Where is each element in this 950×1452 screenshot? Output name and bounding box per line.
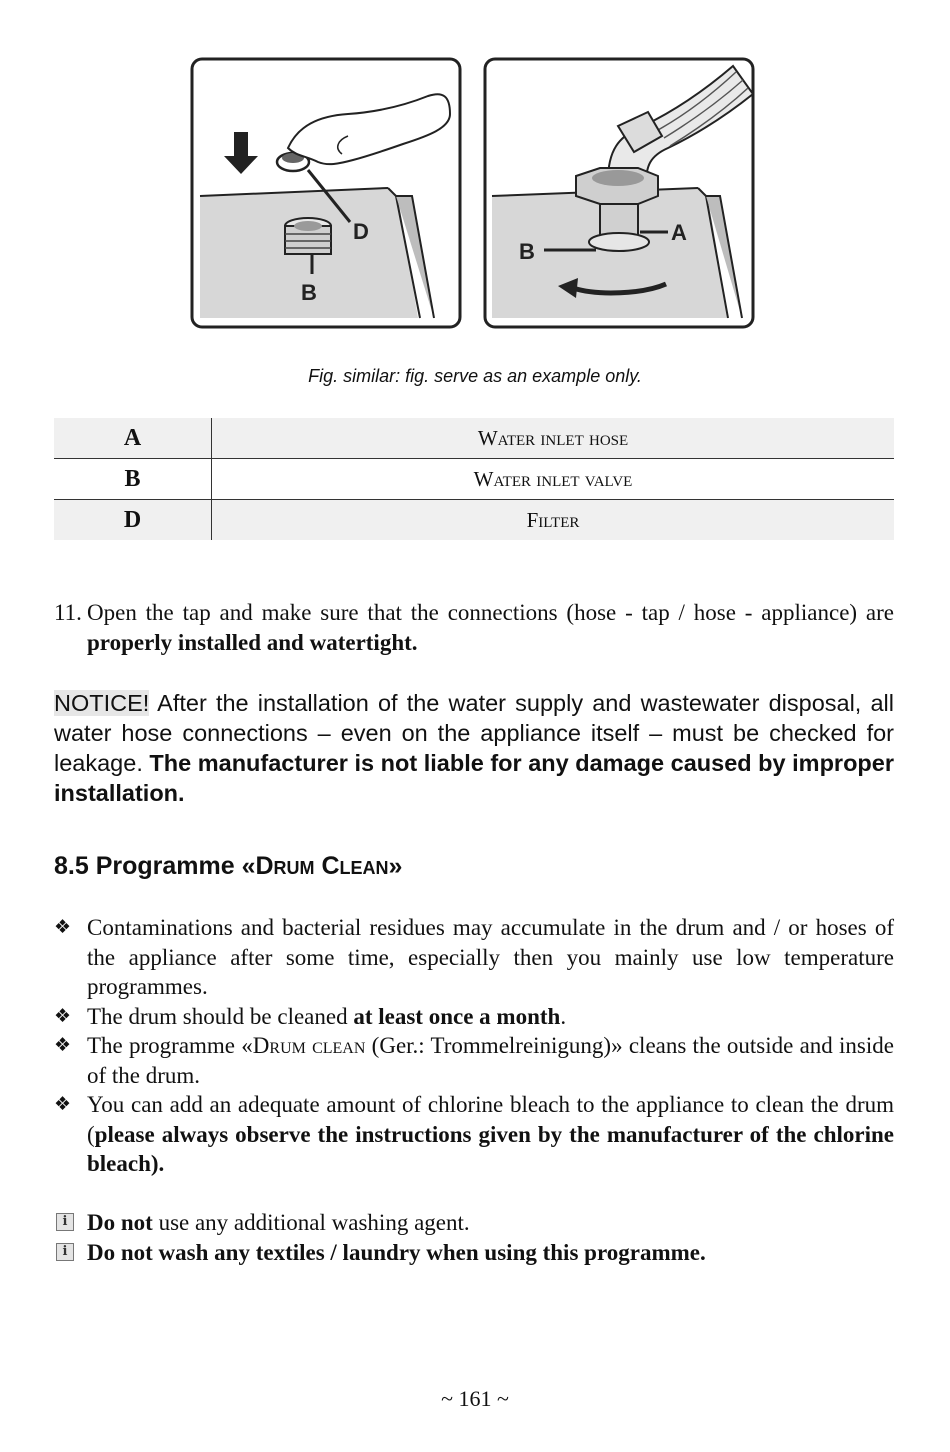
section-name: Drum Clean	[255, 852, 389, 880]
figure-filter-insertion	[192, 59, 460, 327]
page-number: ~ 161 ~	[441, 1386, 509, 1411]
part-letter: B	[54, 459, 212, 500]
bullet-text: Contaminations and bacterial residues may accumulate in the drum and / or hoses of the appliance after some time, especially then you mainly use low temperature programmes.	[87, 915, 894, 999]
diamond-bullet-icon: ❖	[54, 1034, 72, 1056]
info-note	[54, 1238, 894, 1268]
list-item	[54, 913, 894, 1002]
note-bold-text: Do not	[87, 1210, 153, 1235]
label-b-right: B	[519, 239, 535, 264]
step-text	[87, 598, 894, 658]
table-row	[54, 459, 894, 500]
step-number: 11.	[54, 600, 82, 625]
diamond-bullet-icon: ❖	[54, 1093, 72, 1115]
bullet-bold-text: at least once a month	[353, 1003, 561, 1029]
part-description: Filter	[212, 500, 895, 541]
label-a: A	[671, 220, 687, 245]
bullet-bold-text: please always observe the instructions given by the manufacturer of the chlorine bleach).	[87, 1121, 894, 1176]
label-d: D	[353, 219, 369, 244]
list-item	[54, 1002, 894, 1032]
part-letter: D	[54, 500, 212, 541]
notice-bold-text: The manufacturer is not liable for any damage caused by improper installation.	[54, 750, 894, 806]
info-icon: i	[56, 1243, 74, 1261]
info-note	[54, 1208, 894, 1238]
diamond-bullet-icon: ❖	[54, 916, 72, 938]
bullet-text: The drum should be cleaned	[87, 1003, 354, 1029]
figure-hose-connection	[485, 59, 753, 327]
list-item	[54, 1090, 894, 1179]
section-heading	[54, 852, 402, 881]
bullet-list	[54, 913, 894, 1179]
step-11	[54, 598, 894, 658]
section-prefix: 8.5 Programme «	[54, 852, 256, 880]
list-item	[54, 1031, 894, 1090]
part-letter: A	[54, 418, 212, 459]
note-text: use any additional washing agent.	[152, 1210, 470, 1235]
info-icon: i	[56, 1213, 74, 1231]
notice-tag: NOTICE!	[54, 690, 150, 716]
note-bold-text: Do not wash any textiles / laundry when using this programme.	[87, 1239, 706, 1265]
bullet-text-end: .	[560, 1003, 567, 1029]
installation-figures	[188, 56, 758, 332]
programme-name: Drum clean	[252, 1033, 366, 1058]
diamond-bullet-icon: ❖	[54, 1004, 72, 1027]
table-row	[54, 418, 894, 459]
part-description: Water inlet hose	[212, 418, 895, 459]
info-notes	[54, 1208, 894, 1267]
bullet-text-end: (Ger.: Trommelreinigung)» cleans the outside and inside of the drum.	[87, 1033, 894, 1088]
notice-text: After the installation of the water supply and wastewater disposal, all water hose connections – even on the appliance itself – must be checked for leakage.	[54, 690, 894, 776]
step-text-bold: properly installed and watertight.	[87, 630, 418, 655]
bullet-text: You can add an adequate amount of chlorine bleach to the appliance to clean the drum (	[87, 1092, 894, 1147]
parts-table	[54, 418, 894, 540]
part-description: Water inlet valve	[212, 459, 895, 500]
section-suffix: »	[388, 852, 403, 880]
bullet-text: The programme «	[87, 1033, 253, 1058]
label-b-left: B	[301, 280, 317, 305]
notice-paragraph	[54, 688, 894, 808]
figure-caption: Fig. similar: fig. serve as an example only.	[308, 366, 642, 386]
step-text-plain: Open the tap and make sure that the connections (hose - tap / hose - appliance) are	[87, 600, 894, 625]
table-row	[54, 500, 894, 541]
